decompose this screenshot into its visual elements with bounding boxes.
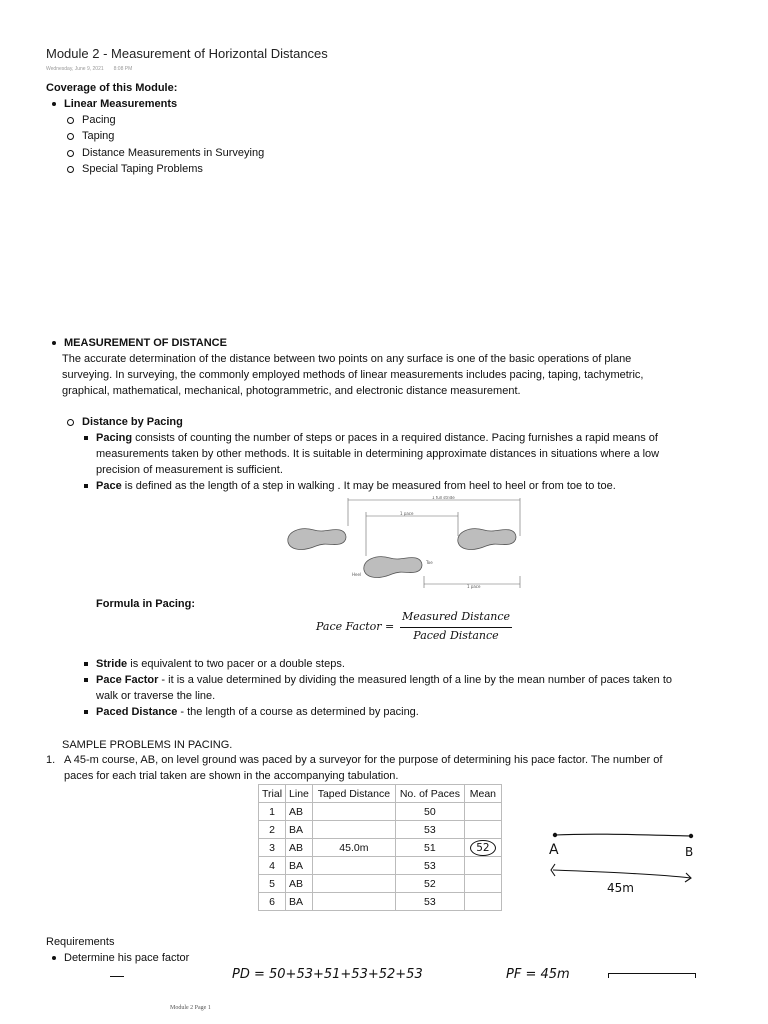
problem-text: A 45-m course, AB, on level ground was paced by a surveyor for the purpose of determining his pace factor. The number of paces for each trial taken are shown in the accompanying tabulation.: [64, 754, 663, 782]
footprint-middle: [364, 557, 422, 578]
measurement-paragraph: The accurate determination of the distance between two points on any surface is one of the basic operations of plane surveying. In surveying, the commonly employed methods of linear measurements includes pacing, taping, tachymetric, graphical, mathematical, mechanical, photogrammetric, and electronic distance measurement.: [62, 353, 644, 397]
pacing-definition: Pacing consists of counting the number of steps or paces in a required distance. Pacing furnishes a rapid means of measurements taken by other methods. It is suitable in determining approximate distances in situations where a low precision of measurement is sufficient. Pace is defined as the length of a step in walking . It may be measured from heel to heel or from toe to toe.: [84, 430, 754, 494]
coverage-heading: Coverage of this Module:: [46, 82, 178, 94]
time-text: 8:08 PM: [113, 66, 133, 72]
pacing-table-wrap: [258, 784, 502, 911]
formula-denominator: Paced Distance: [413, 629, 499, 642]
coverage-sub-item: Pacing: [67, 112, 116, 128]
handwriting-right: PF = 45m: [506, 967, 570, 978]
coverage-sub-item: Distance Measurements in Surveying: [67, 145, 264, 161]
problem-number: 1.: [46, 754, 56, 766]
page-footer: Module 2 Page 1: [170, 1005, 211, 1011]
measurement-heading: MEASUREMENT OF DISTANCE: [52, 335, 227, 351]
coverage-main-item: Linear Measurements: [52, 96, 177, 112]
definitions-list: Stride is equivalent to two pacer or a double steps. Pace Factor - it is a value determined by dividing the measured length of a line by the mean number of paces taken to walk or traverse the line. Paced Distance - the length of a course as determined by pacing.: [84, 656, 754, 720]
sketch-a: A: [549, 842, 559, 858]
toe-label: Toe: [426, 560, 433, 565]
pace-label-top: 1 pace: [400, 511, 414, 516]
handwritten-sketch: [545, 826, 705, 896]
handwriting-mark: [110, 976, 124, 977]
circled-mean: 52: [470, 840, 495, 856]
formula-lhs: Pace Factor =: [316, 620, 395, 633]
heel-label: Heel: [352, 572, 362, 577]
formula-heading: Formula in Pacing:: [96, 598, 196, 610]
table-row: 1 AB 50: [259, 803, 502, 821]
handwriting-strip: [0, 965, 768, 978]
sketch-distance: 45m: [607, 881, 634, 895]
pacing-heading: Distance by Pacing: [67, 414, 183, 430]
table-row: 4 BA 53: [259, 857, 502, 875]
coverage-sub-item: Taping: [67, 128, 114, 144]
formula-bar: [400, 627, 512, 628]
requirement-item: Determine his pace factor: [52, 950, 189, 966]
coverage-sub-item: Special Taping Problems: [67, 161, 203, 177]
requirements-heading: Requirements: [46, 936, 115, 948]
table-row: 6 BA 53: [259, 893, 502, 911]
formula-numerator: Measured Distance: [401, 610, 511, 623]
pace-diagram: [282, 496, 522, 590]
sample-heading: SAMPLE PROBLEMS IN PACING.: [62, 739, 233, 751]
sketch-b: B: [685, 845, 694, 859]
stride-label: 1 full stride: [432, 496, 455, 500]
footprint-right: [458, 529, 516, 550]
pacing-table: [258, 784, 502, 911]
table-row: 5 AB 52: [259, 875, 502, 893]
page-meta: [46, 66, 132, 72]
handwriting-left: PD = 50+53+51+53+52+53: [232, 967, 423, 978]
handwriting-box: [608, 973, 696, 978]
table-row: 2 BA 53: [259, 821, 502, 839]
table-header-row: Trial Line Taped Distance No. of Paces Mean: [259, 785, 502, 803]
table-row: 3 AB 45.0m 51 52: [259, 839, 502, 857]
date-text: Wednesday, June 9, 2021: [46, 66, 104, 72]
pace-label-bottom: 1 pace: [467, 584, 481, 589]
footprint-left: [288, 529, 346, 550]
page-title: Module 2 - Measurement of Horizontal Distances: [46, 46, 328, 61]
